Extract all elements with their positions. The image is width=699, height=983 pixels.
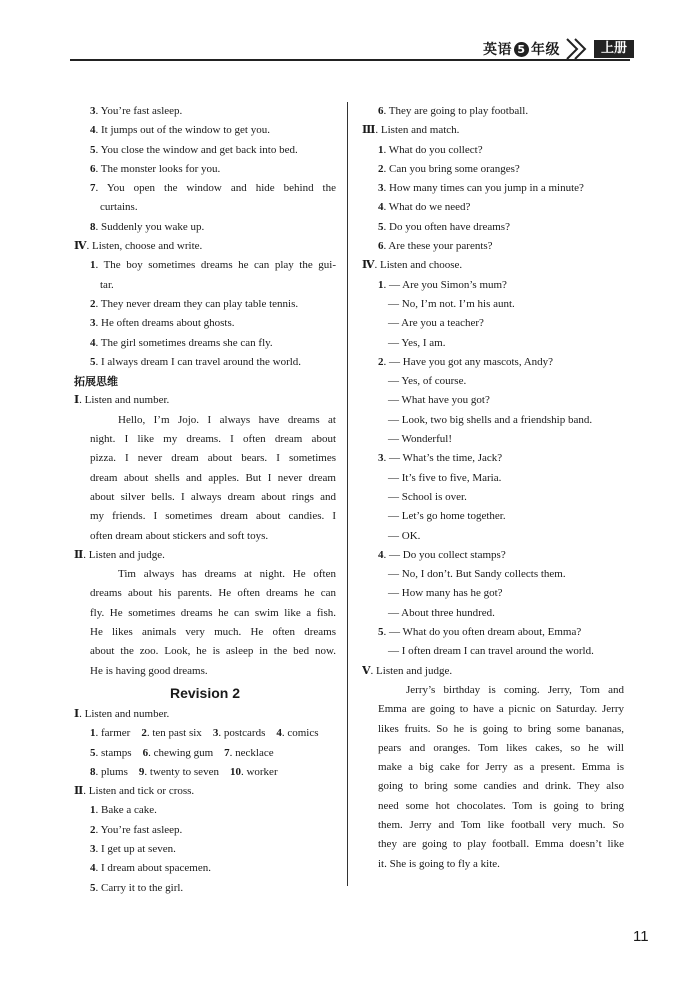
text-line — [362, 758, 624, 777]
text-line — [362, 237, 624, 256]
text-line — [74, 840, 336, 859]
text-line — [74, 102, 336, 121]
text-line — [362, 256, 624, 275]
item-text: . plums — [95, 765, 128, 778]
item-text: . twenty to seven — [144, 765, 219, 778]
item-text: . — Have you got any mascots, Andy? — [383, 355, 554, 368]
text-line — [74, 469, 336, 488]
item-number: 1 — [378, 143, 384, 156]
item-text: . What do you collect? — [383, 143, 483, 156]
item-text: . Listen and number. — [79, 707, 170, 720]
text-line — [362, 353, 624, 372]
item-text: . Bake a cake. — [95, 804, 157, 817]
text-line — [74, 218, 336, 237]
item-text: dreams about his parents. He often dreams he can — [90, 587, 336, 600]
item-text: . Listen and judge. — [83, 548, 165, 561]
text-line — [74, 801, 336, 820]
right-column — [362, 102, 624, 874]
item-text: — About three hundred. — [388, 606, 495, 619]
volume-tab: 上册 — [594, 40, 634, 58]
text-line — [74, 604, 336, 623]
text-line — [362, 507, 624, 526]
item-number: 7 — [90, 182, 96, 195]
item-text: . He often dreams about ghosts. — [95, 317, 235, 330]
item-number: 3 — [90, 317, 96, 330]
item-text: . — Do you collect stamps? — [383, 548, 506, 561]
revision-heading — [74, 681, 336, 705]
text-line — [74, 430, 336, 449]
item-number: 7 — [224, 746, 230, 759]
text-line — [362, 430, 624, 449]
text-line — [362, 121, 624, 140]
item-number: 3 — [90, 105, 96, 117]
text-line — [74, 724, 336, 743]
text-line — [362, 720, 624, 739]
item-number: 1 — [90, 804, 96, 817]
item-text: . farmer — [95, 727, 131, 740]
text-line — [362, 179, 624, 198]
text-line — [74, 411, 336, 430]
text-line — [362, 488, 624, 507]
text-line — [74, 782, 336, 801]
header-subject: 英语 — [483, 42, 512, 58]
text-line — [362, 797, 624, 816]
item-text: . It jumps out of the window to get you. — [95, 124, 270, 137]
text-line — [362, 662, 624, 681]
text-line — [362, 411, 624, 430]
item-text: . Do you often have dreams? — [383, 220, 510, 233]
text-line — [362, 102, 624, 121]
item-text: . The boy sometimes dreams he can play the gui- — [95, 259, 336, 272]
item-number: 5 — [90, 881, 96, 894]
item-number: 6 — [378, 105, 384, 117]
item-text: Emma are going to have a picnic on Saturday. Jerry — [378, 703, 624, 716]
item-text: . Listen and number. — [79, 394, 170, 407]
item-text: . I always dream I can travel around the world. — [95, 355, 302, 368]
item-number: 3 — [212, 727, 219, 740]
item-text: often dream about stickers and soft toys. — [90, 529, 269, 542]
text-line — [362, 314, 624, 333]
text-line — [362, 835, 624, 854]
text-line — [362, 372, 624, 391]
item-text: . I dream about spacemen. — [95, 862, 211, 875]
item-number: Ⅰ — [74, 394, 80, 407]
text-line — [74, 276, 336, 295]
grade-number-badge: 5 — [514, 42, 529, 57]
item-text: . What do we need? — [383, 201, 471, 214]
item-text: . They are going to play football. — [383, 105, 529, 117]
item-text: . worker — [240, 765, 278, 778]
item-text: my friends. I sometimes dream about candies. I — [90, 510, 336, 523]
text-line — [74, 295, 336, 314]
item-number: 3 — [90, 842, 96, 855]
text-line — [74, 507, 336, 526]
item-text: . Are these your parents? — [383, 240, 493, 253]
header-rule — [70, 59, 630, 61]
text-line — [74, 859, 336, 878]
text-line — [74, 179, 336, 198]
item-text: . ten past six — [146, 727, 202, 740]
text-line — [74, 198, 336, 217]
item-number: 4 — [90, 862, 96, 875]
item-text: . The monster looks for you. — [95, 162, 221, 175]
text-line — [362, 527, 624, 546]
item-text: — Yes, of course. — [388, 375, 467, 388]
item-text: Tim always has dreams at night. He often — [118, 568, 336, 581]
text-line — [74, 662, 336, 681]
item-text: . chewing gum — [148, 746, 214, 759]
text-line — [362, 391, 624, 410]
item-number: Ⅴ — [362, 664, 371, 677]
item-text: . You close the window and get back into bed. — [95, 143, 298, 156]
item-text: make a big cake for Jerry as a present. Emma is — [378, 761, 624, 774]
item-number: 4 — [378, 201, 384, 214]
item-text: — It’s five to five, Maria. — [388, 471, 502, 484]
item-number: Ⅲ — [362, 124, 376, 137]
text-line — [74, 121, 336, 140]
text-line — [362, 449, 624, 468]
text-line — [362, 777, 624, 796]
item-text: He is having good dreams. — [90, 664, 208, 677]
item-number: 4 — [276, 727, 282, 740]
item-text: they are going to play football. Emma doesn’t like — [378, 838, 624, 851]
text-line — [74, 160, 336, 179]
item-text: — Are you a teacher? — [388, 317, 484, 330]
header-title — [483, 39, 560, 59]
item-number: 3 — [378, 182, 384, 195]
item-number: 1 — [378, 278, 384, 291]
item-number: 1 — [90, 259, 96, 272]
item-number: 2 — [378, 162, 384, 175]
item-text: . Suddenly you wake up. — [95, 220, 205, 233]
item-text: Hello, I’m Jojo. I always have dreams at — [118, 413, 336, 426]
text-line — [74, 565, 336, 584]
text-line — [74, 821, 336, 840]
text-line — [74, 527, 336, 546]
text-line — [74, 744, 336, 763]
item-text: — Look, two big shells and a friendship band. — [388, 413, 593, 426]
item-number: Ⅳ — [362, 259, 375, 272]
item-text: Jerry’s birthday is coming. Jerry, Tom and — [406, 683, 624, 696]
text-line — [74, 353, 336, 372]
text-line — [362, 604, 624, 623]
text-line — [362, 469, 624, 488]
item-text: — No, I don’t. But Sandy collects them. — [388, 568, 566, 581]
item-text: . Listen, choose and write. — [86, 240, 203, 253]
text-line — [362, 160, 624, 179]
item-text: — No, I’m not. I’m his aunt. — [388, 297, 515, 310]
item-number: 5 — [90, 143, 96, 156]
item-number: 10 — [229, 765, 241, 778]
item-text: . You’re fast asleep. — [95, 823, 183, 836]
text-line — [362, 276, 624, 295]
item-text: . necklace — [229, 746, 274, 759]
item-text: He likes animals very much. He often dreams — [90, 626, 336, 639]
item-number: 3 — [378, 452, 384, 465]
text-line — [74, 237, 336, 256]
item-number: 6 — [90, 162, 96, 175]
item-text: . Carry it to the girl. — [95, 881, 184, 894]
item-text: going to bring some candies and drink. They also — [378, 780, 624, 793]
text-line — [74, 256, 336, 275]
item-number: Ⅳ — [74, 240, 87, 253]
text-line — [362, 816, 624, 835]
item-text: . — What do you often dream about, Emma? — [383, 626, 582, 639]
item-text: . Can you bring some oranges? — [383, 162, 520, 175]
header-grade-suffix: 年级 — [531, 42, 560, 58]
item-text: — I often dream I can travel around the world. — [388, 645, 594, 658]
item-number: 4 — [90, 124, 96, 137]
item-text: about the zoo. Look, he is asleep in the bed now. — [90, 645, 336, 658]
item-text: . Listen and choose. — [374, 259, 463, 272]
item-text: curtains. — [100, 201, 138, 214]
text-line — [74, 488, 336, 507]
item-text: . You’re fast asleep. — [95, 105, 183, 117]
item-text: pizza. I never dream about bears. I sometimes — [90, 452, 336, 465]
text-line — [74, 705, 336, 724]
text-line — [362, 546, 624, 565]
item-text: . comics — [281, 727, 319, 740]
item-number: 2 — [141, 727, 147, 740]
item-number: 4 — [90, 336, 96, 349]
text-line — [362, 855, 624, 874]
text-line — [362, 642, 624, 661]
page-number: 11 — [633, 928, 649, 945]
text-line — [74, 449, 336, 468]
item-number: 5 — [90, 746, 96, 759]
item-text: them. Jerry and Tom like football very much. So — [378, 818, 624, 831]
text-line — [74, 623, 336, 642]
item-number: Ⅱ — [74, 548, 84, 561]
text-line — [362, 565, 624, 584]
item-text: 拓展思维 — [74, 375, 118, 389]
item-number: 5 — [378, 626, 384, 639]
item-text: . They never dream they can play table tennis. — [95, 297, 299, 310]
item-number: 6 — [142, 746, 149, 759]
item-text: . You open the window and hide behind the — [95, 182, 336, 195]
item-text: . How many times can you jump in a minute? — [383, 182, 584, 195]
text-line — [362, 681, 624, 700]
item-number: 8 — [90, 765, 96, 778]
item-text: — What have you got? — [388, 394, 490, 407]
item-number: 1 — [90, 727, 96, 740]
item-text: tar. — [100, 278, 114, 291]
left-column — [74, 102, 336, 898]
text-line — [74, 334, 336, 353]
item-text: . The girl sometimes dreams she can fly. — [95, 336, 273, 349]
column-divider — [347, 102, 348, 886]
item-number: 5 — [378, 220, 384, 233]
text-line — [362, 295, 624, 314]
item-text: about silver bells. I always dream about rings and — [90, 490, 336, 503]
item-text: — Wonderful! — [388, 433, 452, 446]
text-line — [362, 141, 624, 160]
item-number: 2 — [378, 355, 384, 368]
text-line — [74, 391, 336, 410]
text-line — [74, 584, 336, 603]
section-heading — [74, 372, 336, 391]
item-number: 4 — [378, 548, 384, 561]
item-text: fly. He sometimes dreams he can swim like a fish. — [90, 606, 336, 619]
text-line — [74, 546, 336, 565]
item-text: — School is over. — [388, 490, 467, 503]
text-line — [74, 879, 336, 898]
item-number: 5 — [90, 355, 96, 368]
item-text: . — Are you Simon’s mum? — [383, 278, 507, 291]
item-number: 9 — [138, 765, 145, 778]
item-number: 6 — [378, 240, 384, 253]
item-text: . — What’s the time, Jack? — [383, 452, 503, 465]
item-text: — Let’s go home together. — [388, 510, 506, 523]
item-text: Revision 2 — [169, 684, 241, 701]
item-text: . postcards — [218, 727, 266, 740]
item-number: 2 — [90, 297, 96, 310]
item-number: 2 — [90, 823, 96, 836]
item-text: night. I like my dreams. I often dream about — [90, 433, 336, 446]
item-text: likes fruits. So he is going to bring some bananas, — [378, 722, 624, 735]
text-line — [362, 334, 624, 353]
text-line — [362, 623, 624, 642]
text-line — [362, 218, 624, 237]
item-text: . Listen and judge. — [370, 664, 453, 677]
item-text: . I get up at seven. — [95, 842, 176, 855]
item-number: Ⅱ — [74, 785, 84, 798]
item-text: — Yes, I am. — [388, 336, 446, 349]
text-line — [362, 198, 624, 217]
text-line — [362, 584, 624, 603]
text-line — [362, 739, 624, 758]
text-line — [74, 141, 336, 160]
text-line — [362, 700, 624, 719]
text-line — [74, 763, 336, 782]
item-number: Ⅰ — [74, 707, 80, 720]
item-text: . stamps — [95, 746, 132, 759]
item-text: need some hot chocolates. Tom is going to bring — [378, 799, 624, 812]
item-text: pears and oranges. Tom likes cakes, so he will — [378, 741, 624, 754]
page-header — [0, 36, 699, 66]
item-text: — OK. — [388, 529, 421, 542]
item-text: — How many has he got? — [388, 587, 503, 600]
item-text: . Listen and tick or cross. — [83, 785, 195, 798]
item-text: dream about shells and apples. But I never dream — [90, 471, 336, 484]
text-line — [74, 642, 336, 661]
item-number: 8 — [90, 220, 96, 233]
item-text: . Listen and match. — [375, 124, 460, 137]
text-line — [74, 314, 336, 333]
item-text: it. She is going to fly a kite. — [378, 857, 500, 870]
